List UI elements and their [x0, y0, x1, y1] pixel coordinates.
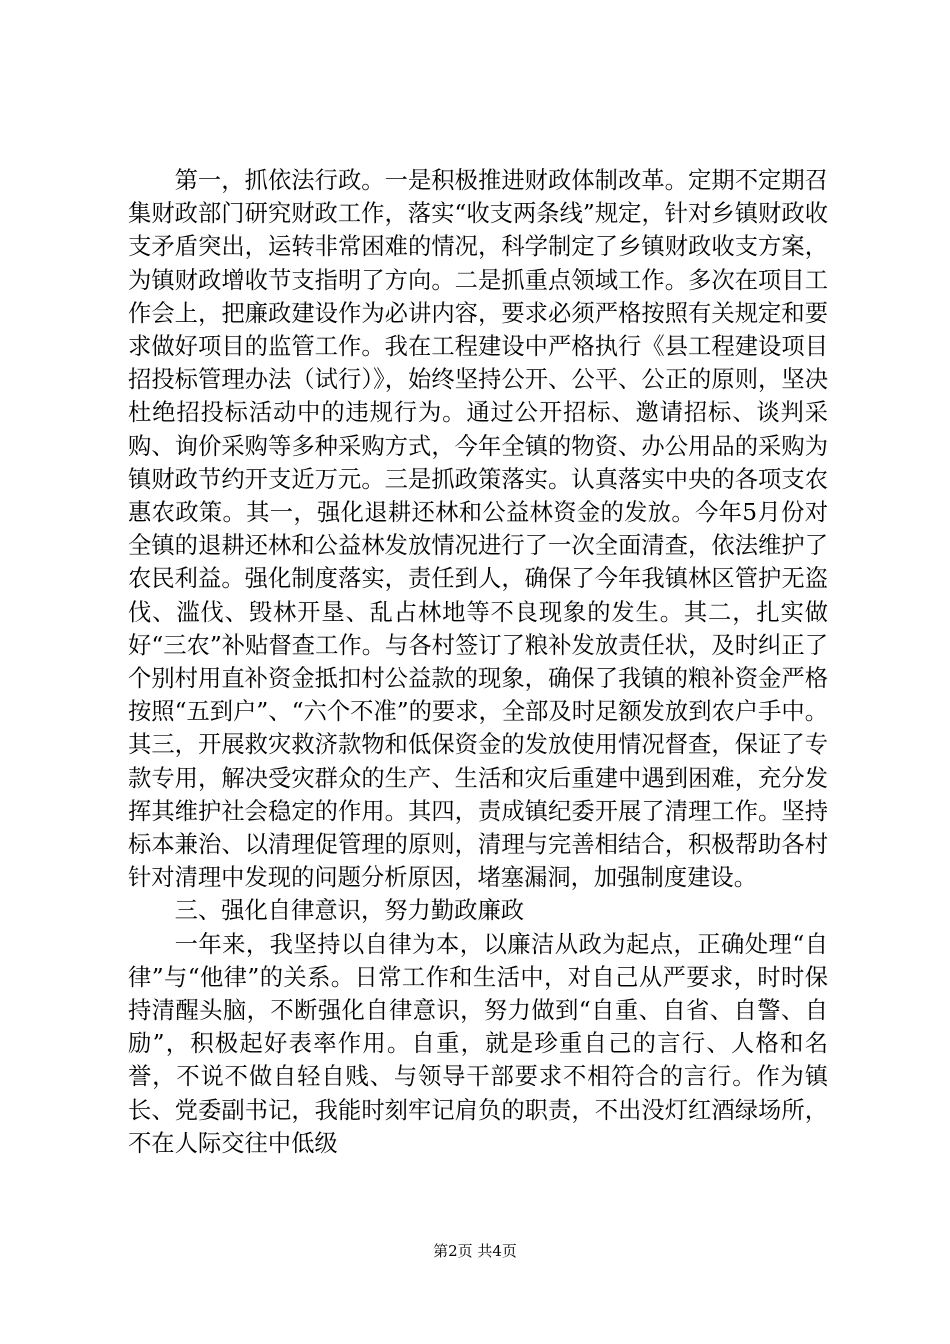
- paragraph-self-discipline: 一年来，我坚持以自律为本，以廉洁从政为起点，正确处理“自律”与“他律”的关系。日常工作和生活中，对自己从严要求，时时保持清醒头脑，不断强化自律意识，努力做到“自重、自省、自警、自励”，积极起好表率作用。自重，就是珍重自己的言行、人格和名誉，不说不做自轻自贱、与领导干部要求不相符合的言行。作为镇长、党委副书记，我能时刻牢记肩负的职责，不出没灯红酒绿场所，不在人际交往中低级: [128, 930, 828, 1157]
- document-body: [128, 164, 828, 1160]
- paragraph-law-administration: 第一，抓依法行政。一是积极推进财政体制改革。定期不定期召集财政部门研究财政工作，落实“收支两条线”规定，针对乡镇财政收支矛盾突出，运转非常困难的情况，科学制定了乡镇财政收支方案，为镇财政增收节支指明了方向。二是抓重点领域工作。多次在项目工作会上，把廉政建设作为必讲内容，要求必须严格按照有关规定和要求做好项目的监管工作。我在工程建设中严格执行《县工程建设项目招投标管理办法（试行）》，始终坚持公开、公平、公正的原则，坚决杜绝招投标活动中的违规行为。通过公开招标、邀请招标、谈判采购、询价采购等多种采购方式，今年全镇的物资、办公用品的采购为镇财政节约开支近万元。三是抓政策落实。认真落实中央的各项支农惠农政策。其一，强化退耕还林和公益林资金的发放。今年5月份对全镇的退耕还林和公益林发放情况进行了一次全面清查，依法维护了农民利益。强化制度落实，责任到人，确保了今年我镇林区管护无盗伐、滥伐、毁林开垦、乱占林地等不良现象的发生。其二，扎实做好“三农”补贴督查工作。与各村签订了粮补发放责任状，及时纠正了个别村用直补资金抵扣村公益款的现象，确保了我镇的粮补资金严格按照“五到户”、“六个不准”的要求，全部及时足额发放到农户手中。其三，开展救灾救济款物和低保资金的发放使用情况督查，保证了专款专用，解决受灾群众的生产、生活和灾后重建中遇到困难，充分发挥其维护社会稳定的作用。其四，责成镇纪委开展了清理工作。坚持标本兼治、以清理促管理的原则，清理与完善相结合，积极帮助各村针对清理中发现的问题分析原因，堵塞漏洞，加强制度建设。: [128, 167, 828, 892]
- section-heading: 三、强化自律意识，努力勤政廉政: [174, 897, 525, 925]
- page-footer: [0, 1241, 950, 1261]
- page-number-label: 第2页 共4页: [433, 1242, 517, 1260]
